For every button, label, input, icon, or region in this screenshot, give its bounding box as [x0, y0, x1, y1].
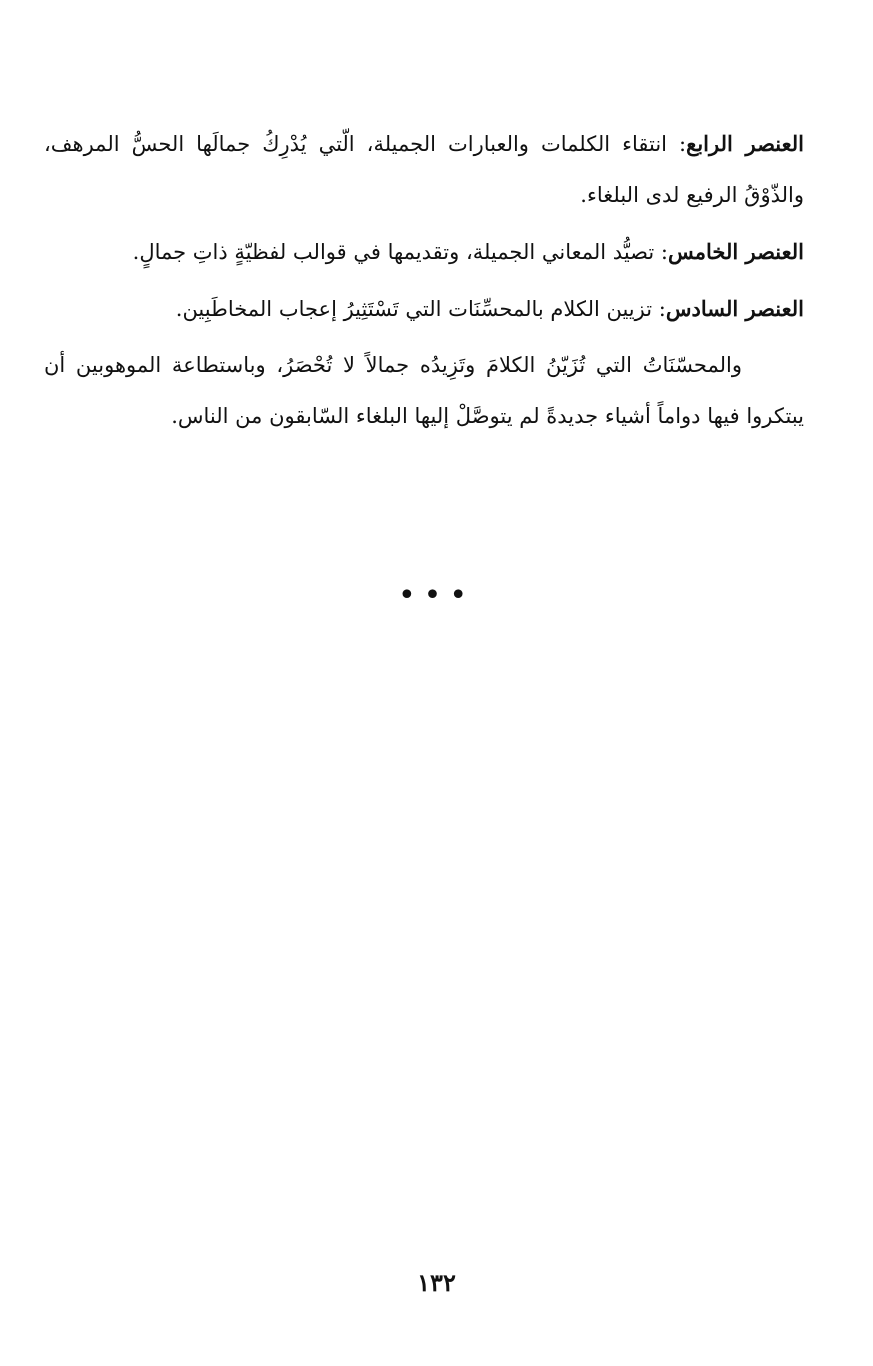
paragraph-label: العنصر الخامس: [667, 239, 804, 264]
body-text: [44, 118, 804, 447]
page-number: ١٣٢: [417, 1268, 456, 1297]
paragraph-text: والمحسّنَاتُ التي تُزَيّنُ الكلامَ وتَزِيدُه جمالاً لا تُحْصَرُ، وباستطاعة الموهوبين أن يبتكروا فيها دواماً أشياء جديدةً لم يتوصَّلْ إليها البلغاء السّابقون من الناس.: [44, 353, 804, 428]
paragraph-embellishments: [44, 340, 804, 442]
paragraph-text: : تصيُّد المعاني الجميلة، وتقديمها في قوالب لفظيّةٍ ذاتِ جمالٍ.: [132, 240, 668, 264]
paragraph-element-six: [44, 283, 804, 335]
paragraph-label: العنصر الرابع: [686, 131, 804, 156]
section-separator: •••: [397, 578, 476, 613]
paragraph-text: : تزيين الكلام بالمحسِّنَات التي تَسْتَثِيرُ إعجاب المخاطَبِين.: [175, 297, 666, 321]
paragraph-label: العنصر السادس: [665, 296, 804, 321]
paragraph-element-five: [44, 226, 804, 278]
paragraph-element-four: [44, 118, 804, 221]
paragraph-text: : انتقاء الكلمات والعبارات الجميلة، الّتي يُدْرِكُ جمالَها الحسُّ المرهف، والذّوْقُ الرفيع لدى البلغاء.: [44, 132, 804, 207]
